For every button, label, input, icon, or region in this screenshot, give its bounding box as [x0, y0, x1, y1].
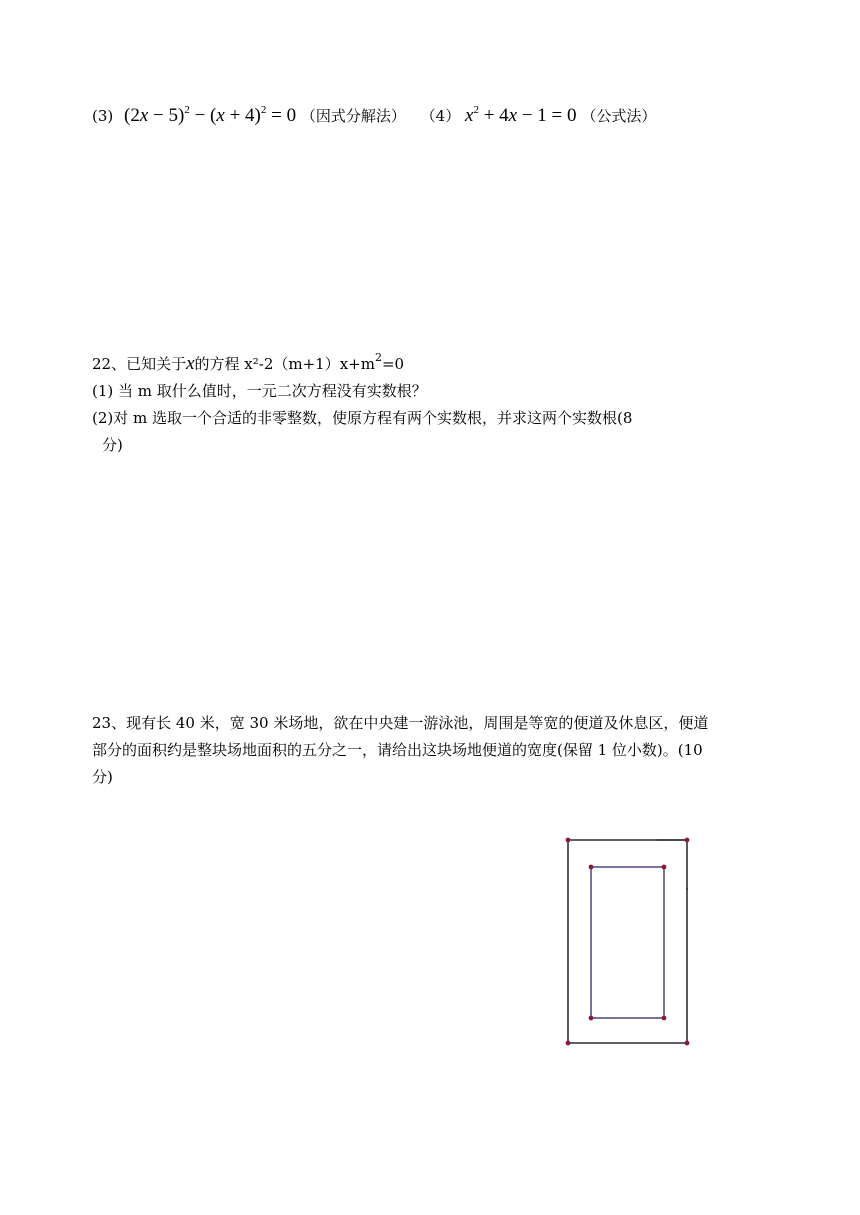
- q22-stem: 22、已知关于x的方程 $x^2-2(m+1)x+m^2=0$: [92, 351, 405, 374]
- q21-parts-line: [92, 105, 656, 127]
- vertex-dots: [566, 838, 690, 1046]
- outer-field-outline: [568, 840, 687, 1043]
- q22-part1: (1) 当 m 取什么值时，一元二次方程没有实数根？: [92, 382, 427, 400]
- pool-rectangle: [591, 867, 664, 1018]
- field-pool-diagram: [560, 830, 700, 1055]
- q22-part2: (2)对 m 选取一个合适的非零整数，使原方程有两个实数根，并求这两个实数根(8: [92, 409, 633, 427]
- vertex-dot: [589, 1016, 594, 1021]
- question-22: [92, 350, 722, 459]
- q21-part3-method: （因式分解法）: [300, 107, 406, 125]
- q21-part4-label: （4）: [420, 107, 461, 125]
- outer-field-top-right: [657, 840, 687, 890]
- q21-part3-equation: $(2x - 5)^2 - (x + 4)^2 = 0$: [124, 104, 297, 126]
- q22-part2-continued: 分): [102, 436, 123, 454]
- vertex-dot: [685, 838, 690, 843]
- q21-part3-label: (3): [92, 107, 114, 125]
- q21-part4-equation: $x^2 + 4x - 1 = 0$: [465, 104, 577, 126]
- vertex-dot: [566, 838, 571, 843]
- q21-part4-method: （公式法）: [581, 107, 657, 125]
- vertex-dot: [589, 865, 594, 870]
- vertex-dot: [685, 1041, 690, 1046]
- question-23: 23、现有长 40 米，宽 30 米场地，欲在中央建一游泳池，周围是等宽的便道及休息区，便道部分的面积约是整块场地面积的五分之一，请给出这块场地便道的宽度(保留 1 位小数)。(10 分): [92, 714, 709, 786]
- vertex-dot: [566, 1041, 571, 1046]
- vertex-dot: [662, 1016, 667, 1021]
- vertex-dot: [662, 865, 667, 870]
